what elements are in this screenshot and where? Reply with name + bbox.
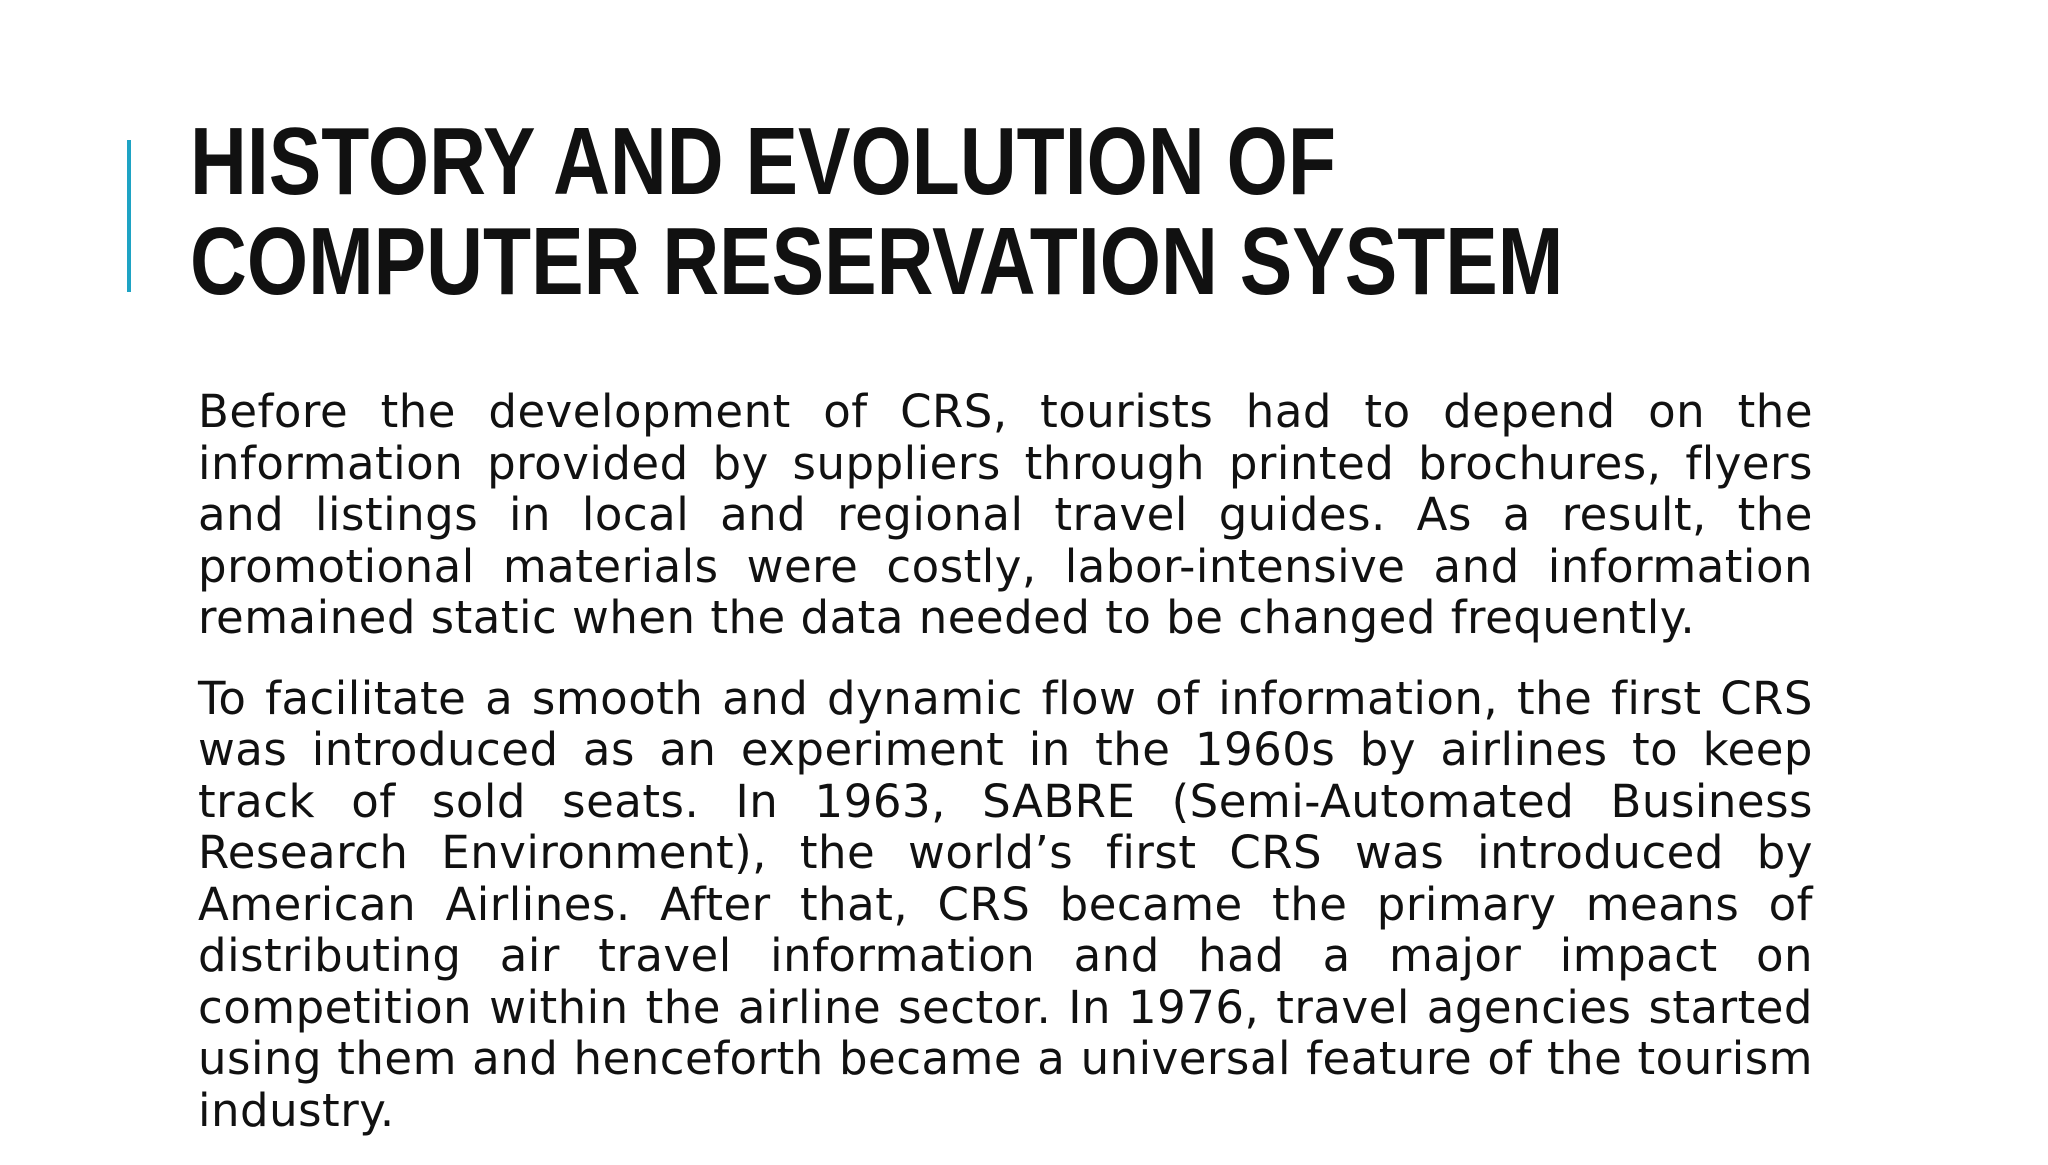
title-accent-bar bbox=[127, 140, 131, 292]
slide-title: HISTORY AND EVOLUTION OF COMPUTER RESERVATION SYSTEM bbox=[190, 108, 1564, 315]
paragraph-crs-history: To facilitate a smooth and dynamic flow of information, the first CRS was introduced as an experiment in the 1960s by airlines to keep track of sold seats. In 1963, SABRE (Semi-Automated Business Research Environment), the world’s first CRS was introduced by American Airlines. After that, CRS became the primary means of distributing air travel information and had a major impact on competition within the airline sector. In 1976, travel agencies started using them and henceforth became a universal feature of the tourism industry. bbox=[198, 671, 1813, 1137]
paragraph-crs-before: Before the development of CRS, tourists had to depend on the information provided by suppliers through printed brochures, flyers and listings in local and regional travel guides. As a result, the promotional materials were costly, labor-intensive and information remained static when the data needed to be changed frequently. bbox=[198, 385, 1813, 644]
slide-body bbox=[198, 386, 1813, 1165]
